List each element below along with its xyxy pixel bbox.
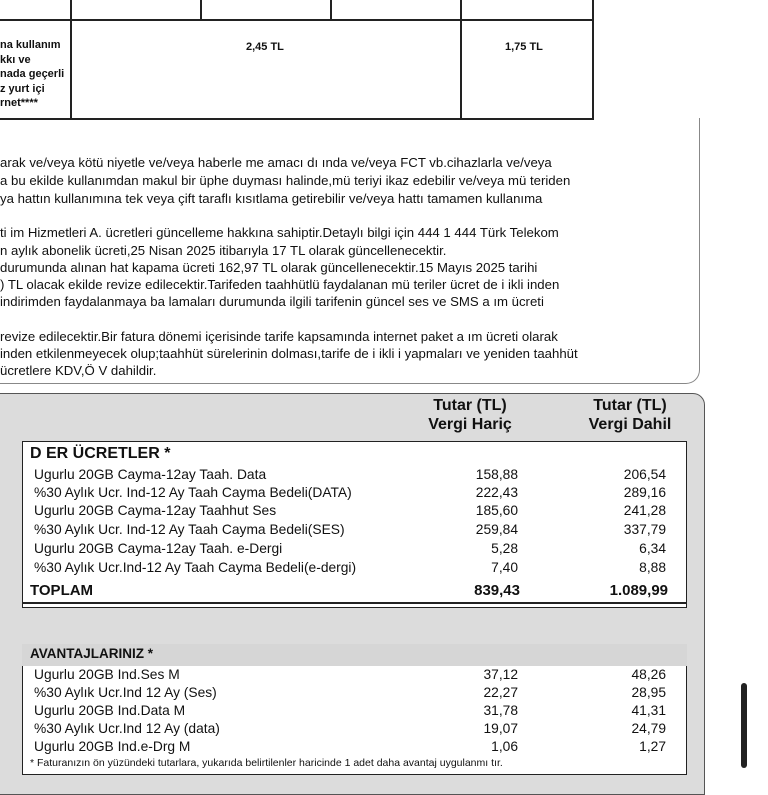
advantage-row-label: Ugurlu 20GB Ind.Data M xyxy=(34,703,186,718)
total-incl: 1.089,99 xyxy=(609,582,668,599)
advantage-row-excl: 1,06 xyxy=(491,739,518,754)
fee-row-incl: 241,28 xyxy=(623,503,666,518)
fee-row-incl: 6,34 xyxy=(639,541,666,556)
notice-line: arak ve/veya kötü niyetle ve/veya haberle me amacı dı ında ve/veya FCT vb.cihazlarla ve/veya xyxy=(0,155,552,170)
fee-row-incl: 337,79 xyxy=(623,522,666,537)
scrollbar-thumb[interactable] xyxy=(741,683,747,768)
advantage-row-excl: 19,07 xyxy=(483,721,518,736)
price-excl-tax: 2,45 TL xyxy=(246,41,284,53)
advantage-row-label: %30 Aylık Ucr.Ind 12 Ay (Ses) xyxy=(34,685,217,700)
fee-row-incl: 289,16 xyxy=(623,485,666,500)
advantage-row-label: %30 Aylık Ucr.Ind 12 Ay (data) xyxy=(34,721,220,736)
fee-row-label: Ugurlu 20GB Cayma-12ay Taahhut Ses xyxy=(34,503,277,518)
notice-line: ti im Hizmetleri A. ücretleri güncelleme hakkına sahiptir.Detaylı bilgi için 444 1 444 Türk Telekom xyxy=(0,225,559,240)
fee-row-incl: 8,88 xyxy=(639,560,666,575)
total-divider xyxy=(22,602,687,604)
fee-row-excl: 222,43 xyxy=(475,485,518,500)
tariff-desc-line: na kullanım xyxy=(0,39,61,51)
fee-row-excl: 7,40 xyxy=(491,560,518,575)
notice-line: ücretlere KDV,Ö V dahildir. xyxy=(0,363,157,378)
table-vline xyxy=(460,0,462,120)
price-incl-tax: 1,75 TL xyxy=(505,41,543,53)
notice-line: a bu ekilde kullanımdan makul bir üphe duyması halinde,mü teriyi ikaz edebilir ve/veya mü teriden xyxy=(0,173,571,188)
col-header-line: Vergi Dahil xyxy=(588,416,672,433)
advantage-row-excl: 31,78 xyxy=(483,703,518,718)
fee-row-label: %30 Aylık Ucr. Ind-12 Ay Taah Cayma Bedeli(SES) xyxy=(34,522,345,537)
table-vline xyxy=(200,0,202,20)
col-header-line: Tutar (TL) xyxy=(593,397,667,414)
fee-row-label: Ugurlu 20GB Cayma-12ay Taah. Data xyxy=(34,467,267,482)
col-header-excl xyxy=(410,396,530,434)
advantage-row-incl: 41,31 xyxy=(631,703,666,718)
col-header-line: Vergi Hariç xyxy=(428,416,512,433)
advantage-row-incl: 28,95 xyxy=(631,685,666,700)
notice-line: durumunda alınan hat kapama ücreti 162,97 TL olarak güncellenecektir.15 Mayıs 2025 tarihi xyxy=(0,260,538,275)
col-header-incl xyxy=(570,396,690,434)
notice-line: n aylık abonelik ücreti,25 Nisan 2025 itibarıyla 17 TL olarak güncellenecektir. xyxy=(0,243,447,258)
notice-line: ) TL olacak ekilde revize edilecektir.Tarifeden taahhütlü faydalanan mü teriler ücret de i ikli inden xyxy=(0,277,560,292)
tariff-desc-line: z yurt içi xyxy=(0,82,45,95)
top-tariff-table xyxy=(0,0,698,120)
total-excl: 839,43 xyxy=(474,582,520,599)
section-title: D ER ÜCRETLER * xyxy=(30,445,171,462)
notice-line: revize edilecektir.Bir fatura dönemi içerisinde tarife kapsamında internet paket a ım ücreti olarak xyxy=(0,329,558,344)
tariff-desc-line: nada geçerli xyxy=(0,68,65,81)
table-vline xyxy=(330,0,332,20)
fee-row-incl: 206,54 xyxy=(623,467,666,482)
notice-line: indirimden faydalanmaya ba lamaları durumunda ilgili tarifenin güncel ses ve SMS a ım ücreti xyxy=(0,294,544,309)
advantage-row-label: Ugurlu 20GB Ind.e-Drg M xyxy=(34,739,191,754)
fee-row-excl: 185,60 xyxy=(475,503,518,518)
advantage-row-excl: 37,12 xyxy=(483,667,518,682)
tariff-description xyxy=(0,38,70,111)
table-vline xyxy=(70,0,72,120)
col-header-line: Tutar (TL) xyxy=(433,397,507,414)
table-vline xyxy=(592,0,594,120)
fee-row-label: Ugurlu 20GB Cayma-12ay Taah. e-Dergi xyxy=(34,541,283,556)
tariff-desc-line: rnet**** xyxy=(0,97,38,110)
table-hline xyxy=(0,19,594,21)
advantage-row-excl: 22,27 xyxy=(483,685,518,700)
fee-row-label: %30 Aylık Ucr.Ind-12 Ay Taah Cayma Bedeli(e-dergi) xyxy=(34,560,357,575)
advantage-row-label: Ugurlu 20GB Ind.Ses M xyxy=(34,667,180,682)
tariff-desc-line: kkı ve xyxy=(0,53,31,66)
advantage-row-incl: 48,26 xyxy=(631,667,666,682)
fee-row-excl: 5,28 xyxy=(491,541,518,556)
total-label: TOPLAM xyxy=(30,582,94,599)
fee-row-excl: 158,88 xyxy=(475,467,518,482)
notice-line: inden etkilenmeyecek olup;taahhüt sürelerinin dolması,tarife de i ikli i yapmaları ve yeniden taahhüt xyxy=(0,346,578,361)
fee-row-excl: 259,84 xyxy=(475,522,518,537)
advantage-row-incl: 1,27 xyxy=(639,739,666,754)
advantage-row-incl: 24,79 xyxy=(631,721,666,736)
advantages-title: AVANTAJLARINIZ * xyxy=(30,646,153,661)
fee-row-label: %30 Aylık Ucr. Ind-12 Ay Taah Cayma Bedeli(DATA) xyxy=(34,485,352,500)
advantages-footnote: * Faturanızın ön yüzündeki tutarlara, yukarıda belirtilenler haricinde 1 adet daha avantaj uygulanmı tır. xyxy=(30,757,503,769)
notice-line: ya hattın kullanımına tek veya çift taraflı kısıtlama getirebilir ve/veya hattı tamamen kullanıma xyxy=(0,191,543,206)
